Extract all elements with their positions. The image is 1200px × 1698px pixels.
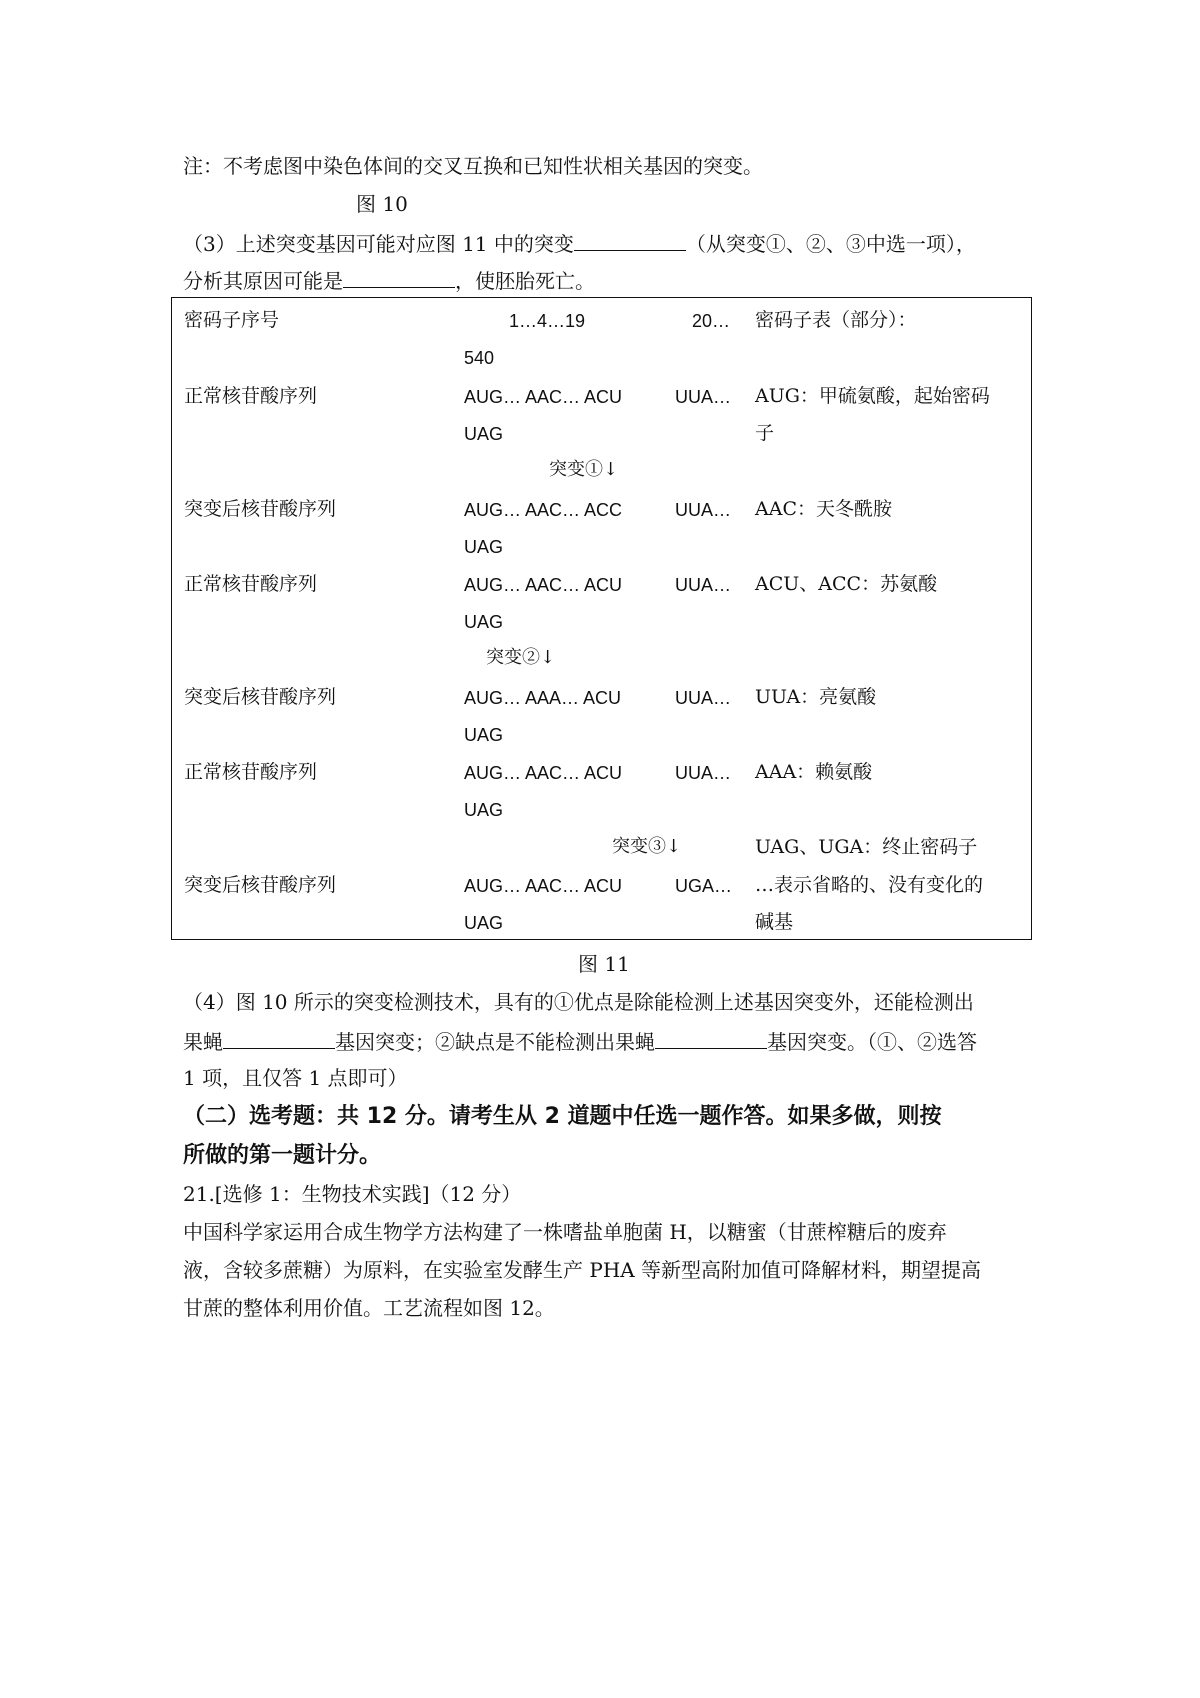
- sequence-stop: UAG: [464, 612, 504, 632]
- row-label: 突变后核苷酸序列: [184, 686, 337, 708]
- codon-positions: 1…4…19: [509, 311, 586, 331]
- answer-blank[interactable]: [343, 265, 455, 288]
- sequence-tail: UUA…: [675, 575, 732, 595]
- question-21-body-3: 甘蔗的整体利用价值。工艺流程如图 12。: [183, 1296, 555, 1320]
- sequence: AUG… AAC… ACC: [464, 500, 623, 520]
- answer-blank[interactable]: [655, 1026, 767, 1049]
- sequence-tail: UUA…: [675, 387, 732, 407]
- sequence-stop: UAG: [464, 725, 504, 745]
- codon-entry: UAG、UGA：终止密码子: [755, 836, 978, 858]
- codon-entry: AUG：甲硫氨酸，起始密码: [755, 385, 990, 407]
- codon-entry: …表示省略的、没有变化的: [755, 874, 984, 896]
- q4-text-c: 基因突变。（①、②选答: [767, 1030, 977, 1054]
- sequence: AUG… AAC… ACU: [464, 387, 623, 407]
- q4-text-a: 果蝇: [183, 1030, 223, 1054]
- mutation-2-label: 突变②↓: [486, 647, 556, 668]
- sequence-tail: UUA…: [675, 500, 732, 520]
- question-21-title: 21.[选修 1：生物技术实践]（12 分）: [183, 1182, 522, 1206]
- codon-position-540: 540: [464, 348, 495, 368]
- codon-position-label: 密码子序号: [184, 309, 280, 331]
- q3-text-d: ，使胚胎死亡。: [455, 269, 595, 293]
- codon-entry: ACU、ACC：苏氨酸: [755, 573, 938, 595]
- row-label: 突变后核苷酸序列: [184, 874, 337, 896]
- section-2-heading: （二）选考题：共 12 分。请考生从 2 道题中任选一题作答。如果多做，则按: [183, 1104, 942, 1129]
- sequence-tail: UUA…: [675, 688, 732, 708]
- mutation-3-label: 突变③↓: [612, 836, 682, 857]
- codon-entry: AAA：赖氨酸: [755, 761, 873, 783]
- q4-text-b: 基因突变；②缺点是不能检测出果蝇: [335, 1030, 655, 1054]
- q3-text-a: （3）上述突变基因可能对应图 11 中的突变: [183, 232, 574, 256]
- codon-entry: AAC：天冬酰胺: [755, 498, 892, 520]
- codon-entry: 子: [755, 422, 775, 444]
- sequence-stop: UAG: [464, 913, 504, 933]
- sequence-tail: UGA…: [675, 876, 733, 896]
- codon-position-20: 20…: [692, 311, 731, 331]
- mutation-1-label: 突变①↓: [549, 459, 619, 480]
- question-3-line-1: [183, 228, 976, 258]
- row-label: 正常核苷酸序列: [184, 761, 318, 783]
- question-3-line-2: [183, 265, 595, 295]
- codon-table: [171, 297, 1032, 940]
- figure-11-caption: 图 11: [578, 952, 630, 976]
- sequence-stop: UAG: [464, 537, 504, 557]
- row-label: 正常核苷酸序列: [184, 385, 318, 407]
- codon-entry: 碱基: [755, 911, 794, 933]
- codon-table-title: 密码子表（部分）：: [755, 309, 917, 331]
- sequence: AUG… AAC… ACU: [464, 763, 623, 783]
- sequence: AUG… AAC… ACU: [464, 876, 623, 896]
- sequence-stop: UAG: [464, 800, 504, 820]
- codon-entry: UUA：亮氨酸: [755, 686, 877, 708]
- question-21-body-1: 中国科学家运用合成生物学方法构建了一株嗜盐单胞菌 H，以糖蜜（甘蔗榨糖后的废弃: [183, 1220, 947, 1244]
- answer-blank[interactable]: [223, 1026, 335, 1049]
- sequence-tail: UUA…: [675, 763, 732, 783]
- question-4-line-1: （4）图 10 所示的突变检测技术，具有的①优点是除能检测上述基因突变外，还能检测出: [183, 990, 974, 1014]
- figure-10-caption: 图 10: [356, 192, 408, 216]
- q3-text-c: 分析其原因可能是: [183, 269, 343, 293]
- answer-blank[interactable]: [574, 228, 686, 251]
- row-label: 正常核苷酸序列: [184, 573, 318, 595]
- row-label: 突变后核苷酸序列: [184, 498, 337, 520]
- question-4-line-2: [183, 1026, 977, 1056]
- q3-text-b: （从突变①、②、③中选一项），: [685, 232, 976, 256]
- sequence: AUG… AAA… ACU: [464, 688, 622, 708]
- sequence-stop: UAG: [464, 424, 504, 444]
- section-2-heading-cont: 所做的第一题计分。: [183, 1143, 382, 1168]
- question-21-body-2: 液，含较多蔗糖）为原料，在实验室发酵生产 PHA 等新型高附加值可降解材料，期望提高: [183, 1258, 982, 1282]
- sequence: AUG… AAC… ACU: [464, 575, 623, 595]
- question-4-line-3: 1 项，且仅答 1 点即可）: [183, 1066, 408, 1090]
- note-text: 注：不考虑图中染色体间的交叉互换和已知性状相关基因的突变。: [183, 154, 763, 178]
